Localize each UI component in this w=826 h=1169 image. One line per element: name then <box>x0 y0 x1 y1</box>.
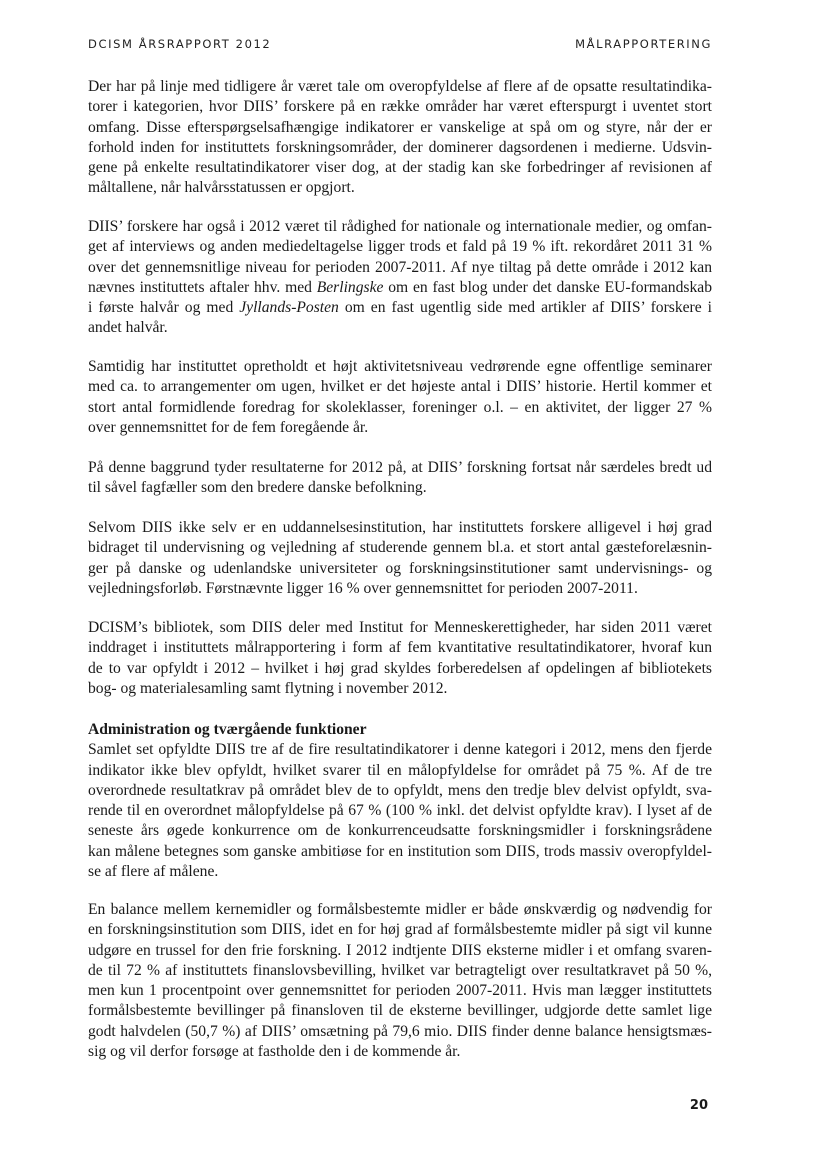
paragraph <box>88 900 712 1062</box>
text-line: DIIS’ forskere har også i 2012 været til rådighed for nationale og internationale medier, og omfan- <box>88 218 712 235</box>
text-line: rende til en overordnet målopfyldelse på 67 % (100 % inkl. det delvist opfyldte krav). I lyset af de <box>88 802 712 820</box>
text-line: over det gennemsnitlige niveau for perioden 2007-2011. Af nye tiltag på dette område i 2012 kan <box>88 258 712 276</box>
publication-name: Jyllands-Posten <box>239 299 339 317</box>
paragraph <box>88 217 712 339</box>
text-line: de to var opfyldt i 2012 – hvilket i høj grad skyldes forberedelsen af opdelingen af bibliotekets <box>88 659 712 677</box>
text-line: omfang. Disse efterspørgselsafhængige indikatorer er vanskelige at spå om og styre, når der er <box>88 118 712 136</box>
running-header-section: MÅLRAPPORTERING <box>575 37 712 51</box>
text-line: vejledningsforløb. Førstnævnte ligger 16 % over gennemsnittet for perioden 2007-2011. <box>88 579 638 597</box>
text-line: get af interviews og anden mediedeltagelse ligger trods et fald på 19 % ift. rekordåret 2011 31 % <box>88 238 712 256</box>
publication-name: Berlingske <box>316 278 384 296</box>
paragraph <box>88 77 712 199</box>
text-line: indikator ikke blev opfyldt, hvilket svarer til en målopfyldelse for området på 75 %. Af de tre <box>88 761 712 779</box>
text-line: se af flere af målene. <box>88 863 219 881</box>
text-line: inddraget i instituttets målrapportering i form af fem kvantitative resultatindikatorer, hvoraf kun <box>88 639 712 657</box>
text-line: Der har på linje med tidligere år været tale om overopfyldelse af flere af de opsatte resultatindika- <box>88 78 712 95</box>
text-segment: i første halvår og med <box>88 299 240 317</box>
text-line: stort antal formidlende foredrag for skoleklasser, foreninger o.l. – en aktivitet, der ligger 27 % <box>88 398 712 416</box>
text-line: bidraget til undervisning og vejledning af studerende gennem bl.a. et stort antal gæsteforelæsnin- <box>88 539 712 557</box>
text-line: måltallene, når halvårsstatussen er opgjort. <box>88 179 355 197</box>
text-line: ger på danske og udenlandske universiteter og forskningsinstitutioner samt undervisnings- og <box>88 559 712 577</box>
text-line: formålsbestemte bevillinger på finansloven til de eksterne bevillinger, udgjorde dette samlet lige <box>88 1002 712 1020</box>
text-line: andet halvår. <box>88 319 168 337</box>
text-line: men kun 1 procentpoint over gennemsnittet for perioden 2007-2011. Hvis man lægger instituttets <box>88 982 712 1000</box>
paragraph <box>88 618 712 699</box>
text-line: godt halvdelen (50,7 %) af DIIS’ omsætning på 79,6 mio. DIIS finder denne balance hensigtsmæs- <box>88 1022 712 1040</box>
text-line: seneste års øgede konkurrence om de konkurrenceudsatte forskningsmidler i forskningsrådene <box>88 822 712 840</box>
text-line: udgøre en trussel for den frie forskning. I 2012 indtjente DIIS eksterne midler i et omfang svaren- <box>88 941 712 959</box>
text-line: Selvom DIIS ikke selv er en uddannelsesinstitution, har instituttets forskere alligevel i høj grad <box>88 519 712 536</box>
paragraph <box>88 357 712 438</box>
text-line: Samtidig har instituttet opretholdt et højt aktivitetsniveau vedrørende egne offentlige seminarer <box>88 358 712 375</box>
text-segment: nævnes instituttets aftaler hhv. med <box>88 278 317 296</box>
text-line: bog- og materialesamling samt flytning i november 2012. <box>88 679 448 697</box>
text-line: torer i kategorien, hvor DIIS’ forskere på en række områder har været efterspurgt i uventet stort <box>88 98 712 116</box>
text-line: En balance mellem kernemidler og formålsbestemte midler er både ønskværdig og nødvendig for <box>88 901 712 918</box>
text-line: over gennemsnittet for de fem foregående år. <box>88 418 369 436</box>
text-line: kan målene betegnes som ganske ambitiøse for en institution som DIIS, trods massiv overopfyldel- <box>88 842 712 860</box>
text-line: overordnede resultatkrav på området blev de to opfyldt, mens den tredje blev delvist opfyldt, sva- <box>88 781 712 799</box>
page-number: 20 <box>689 1098 708 1113</box>
text-line: med ca. to arrangementer om ugen, hvilket er det højeste antal i DIIS’ historie. Hertil kommer et <box>88 378 712 396</box>
text-line <box>88 278 712 298</box>
text-line: en forskningsinstitution som DIIS, idet en for høj grad af formålsbestemte midler på sigt vil kunne <box>88 921 712 939</box>
text-line: sig og vil derfor forsøge at fastholde den i de kommende år. <box>88 1043 461 1061</box>
text-line: til såvel fagfæller som den bredere danske befolkning. <box>88 479 427 497</box>
text-line: Samlet set opfyldte DIIS tre af de fire resultatindikatorer i denne kategori i 2012, mens den fjerde <box>88 741 712 759</box>
text-line: gene på enkelte resultatindikatorer viser dog, at der stadig kan ske forbedringer af revisionen af <box>88 159 712 177</box>
running-header-title: DCISM ÅRSRAPPORT 2012 <box>88 37 272 51</box>
section-heading: Administration og tværgående funktioner <box>88 721 367 738</box>
text-line <box>88 298 712 318</box>
text-line: forhold inden for instituttets forskningsområder, der dominerer dagsordenen i medierne. Udsvin- <box>88 138 712 156</box>
section-administration <box>88 720 712 882</box>
paragraph <box>88 518 712 599</box>
text-line: de til 72 % af instituttets finanslovsbevilling, hvilket var betragteligt over resultatkravet på 50 %, <box>88 961 712 979</box>
text-segment: om en fast blog under det danske EU-formandskab <box>383 278 712 296</box>
text-line: På denne baggrund tyder resultaterne for 2012 på, at DIIS’ forskning fortsat når særdeles bredt ud <box>88 459 712 476</box>
paragraph <box>88 458 712 499</box>
text-line: DCISM’s bibliotek, som DIIS deler med Institut for Menneskerettigheder, har siden 2011 været <box>88 619 712 636</box>
text-segment: om en fast ugentlig side med artikler af DIIS’ forskere i <box>338 299 712 317</box>
